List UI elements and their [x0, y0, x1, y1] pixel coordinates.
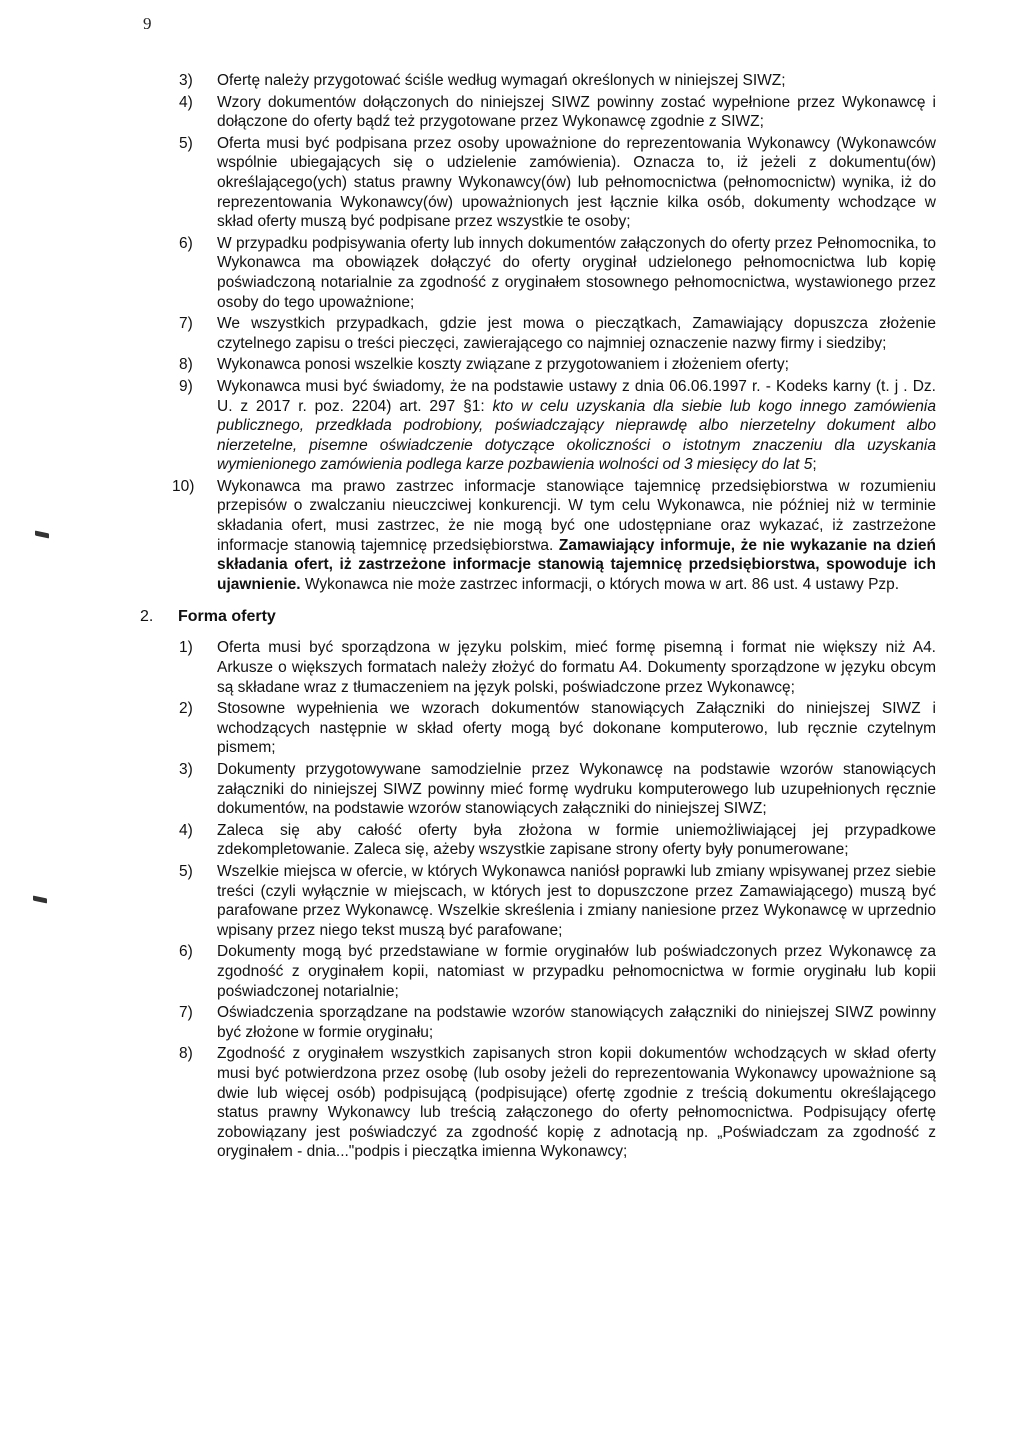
item-text: Oferta musi być podpisana przez osoby upoważnione do reprezentowania Wykonawcy (Wykonawców wspólnie ubiegających się o udzielenie zamówienia). Oznacza to, iż jeżeli z dokumentu(ów) określającego(ych) status prawny Wykonawcy(ów) lub pełnomocnictwa (pełnomocnictw) wynika, iż do reprezentowania Wykonawcy(ów) upoważnionych jest łącznie kilka osób, dokumenty wchodzące w skład oferty muszą być podpisane przez wszystkie te osoby;: [217, 134, 936, 231]
item-number: 8): [179, 356, 193, 374]
item-number: 1): [179, 639, 193, 657]
item-text: Wykonawca ponosi wszelkie koszty związane z przygotowaniem i złożeniem oferty;: [217, 356, 789, 374]
list-item: [0, 477, 1024, 595]
item-number: 3): [179, 72, 193, 89]
item-number: 2): [179, 700, 193, 718]
list-item: [0, 134, 1024, 232]
item-text: Zgodność z oryginałem wszystkich zapisanych stron kopii dokumentów wchodzących w skład oferty musi być potwierdzona przez osobę (lub osoby jeżeli do reprezentowania Wykonawcy upoważnione są dwie lub więcej osób) podpisującą (podpisujące) ofertę zgodnie z treścią dokumentu określającego status prawny Wykonawcy lub treścią załączonego do oferty pełnomocnictwa. Podpisujący ofertę zobowiązany jest poświadczyć za zgodność kopię z adnotacją np. „Poświadczam za zgodność z oryginałem - dnia..."podpis i pieczątka imienna Wykonawcy;: [217, 1045, 936, 1161]
list-item: [0, 71, 1024, 91]
item-text: Wykonawca ma prawo zastrzec informacje stanowiące tajemnicę przedsiębiorstwa w rozumieniu przepisów o zwalczaniu nieuczciwej konkurencji. W tym celu Wykonawca, nie później niż w terminie składania ofert, musi zastrzec, że nie mogą być one udostępniane oraz wykazać, iż zastrzeżone informacje stanowią tajemnicę przedsiębiorstwa.: [217, 477, 936, 554]
item-text: W przypadku podpisywania oferty lub innych dokumentów załączonych do oferty przez Pełnomocnika, to Wykonawca ma obowiązek dołączyć do oferty oryginał udzielonego pełnomocnictwa lub kopię poświadczoną notarialnie za zgodność z oryginałem stosownego pełnomocnictwa, wystawionego przez osoby do tego upoważnione;: [217, 234, 936, 311]
item-number: 6): [179, 943, 193, 961]
item-text: Dokumenty przygotowywane samodzielnie przez Wykonawcę na podstawie wzorów stanowiących załączniki do niniejszej SIWZ powinny mieć formę wydruku komputerowego lub uzupełnionych ręcznie dokumentów, na podstawie wzorów stanowiących załączniki do niniejszej SIWZ;: [217, 761, 936, 818]
item-number: 7): [179, 315, 193, 333]
item-number: 6): [179, 234, 193, 252]
item-text: ;: [812, 456, 817, 474]
page-number: 9: [143, 14, 152, 33]
requirements-list: [0, 71, 1024, 594]
list-item: [0, 699, 1024, 758]
item-text-italic: kto w celu uzyskania dla siebie lub kogo innego zamówienia publicznego, przedkłada podrobiony, poświadczający nieprawdę albo nierzetelny dokument albo nierzetelne, pisemne oświadczenie dotyczące okoliczności o istotnym znaczeniu dla uzyskania wymienionego zamówienia podlega karze pozbawienia wolności od 3 miesięcy do lat 5: [217, 397, 936, 474]
item-number: 4): [179, 93, 193, 111]
item-number: 8): [179, 1045, 193, 1063]
item-text: Wykonawca musi być świadomy, że na podstawie ustawy z dnia 06.06.1997 r. - Kodeks karny (t. j . Dz. U. z 2017 r. poz. 2204) art. 297 §1:: [217, 377, 936, 415]
list-item: [0, 314, 1024, 353]
item-number: 5): [179, 134, 193, 152]
item-text: Dokumenty mogą być przedstawiane w formie oryginałów lub poświadczonych przez Wykonawcę za zgodność z oryginałem kopii, natomiast w przypadku pełnomocnictwa w formie oryginału lub kopii poświadczonej notarialnie;: [217, 943, 936, 1000]
list-item: [0, 93, 1024, 132]
item-text: Wzory dokumentów dołączonych do niniejszej SIWZ powinny zostać wypełnione przez Wykonawcę i dołączone do oferty bądź też przygotowane przez Wykonawcę zgodnie z SIWZ;: [217, 93, 936, 131]
list-item: [0, 760, 1024, 819]
item-text: Stosowne wypełnienia we wzorach dokumentów stanowiących Załączniki do niniejszej SIWZ i wchodzących następnie w skład oferty mogą być dokonane komputerowo, lub ręcznie czytelnym pismem;: [217, 700, 936, 757]
item-text: Wszelkie miejsca w ofercie, w których Wykonawca naniósł poprawki lub zmiany wpisywanej przez siebie treści (czyli wyłącznie w miejscach, w których jest to dopuszczone przez Zamawiającego) muszą być parafowane przez Wykonawcę. Wszelkie skreślenia i zmiany naniesione przez Wykonawcę w uprzednio wpisany przez niego tekst muszą być parafowane;: [217, 862, 936, 939]
document-body: [0, 71, 1024, 1162]
item-text-bold: Zamawiający informuje, że nie wykazanie na dzień składania ofert, iż zastrzeżone informacje stanowią tajemnicę przedsiębiorstwa, spowoduje ich ujawnienie.: [217, 536, 936, 593]
item-text: Oferta musi być sporządzona w języku polskim, mieć formę pisemną i format nie większy niż A4. Arkusze o większych formatach należy złożyć do formatu A4. Dokumenty sporządzone w języku obcym są składane wraz z tłumaczeniem na język polski, poświadczone przez Wykonawcę;: [217, 639, 936, 696]
item-text: Oświadczenia sporządzane na podstawie wzorów stanowiących załączniki do niniejszej SIWZ powinny być złożone w formie oryginału;: [217, 1004, 936, 1041]
item-number: 9): [179, 377, 193, 395]
item-number: 7): [179, 1004, 193, 1022]
list-item: [0, 234, 1024, 312]
list-item: [0, 355, 1024, 375]
section-title: Forma oferty: [178, 608, 276, 626]
item-number: 4): [179, 821, 193, 839]
list-item: [0, 942, 1024, 1001]
section-number: 2.: [140, 608, 154, 626]
section-heading: [0, 606, 1024, 628]
item-number: 10): [172, 477, 195, 495]
item-text: Zaleca się aby całość oferty była złożona w formie uniemożliwiającej jej przypadkowe zdekompletowanie. Zaleca się, ażeby wszystkie zapisane strony oferty były ponumerowane;: [217, 821, 936, 859]
list-item: [0, 821, 1024, 860]
list-item: [0, 1044, 1024, 1162]
item-text: We wszystkich przypadkach, gdzie jest mowa o pieczątkach, Zamawiający dopuszcza złożenie czytelnego zapisu o treści pieczęci, zawierającego co najmniej oznaczenie nazwy firmy i siedziby;: [217, 315, 936, 352]
list-item: [0, 862, 1024, 940]
list-item: [0, 377, 1024, 475]
list-item: [0, 1003, 1024, 1042]
offer-form-list: [0, 638, 1024, 1161]
item-number: 3): [179, 761, 193, 778]
item-number: 5): [179, 862, 193, 880]
item-text: Wykonawca nie może zastrzec informacji, o których mowa w art. 86 ust. 4 ustawy Pzp.: [300, 575, 900, 593]
item-text: Ofertę należy przygotować ściśle według wymagań określonych w niniejszej SIWZ;: [217, 72, 786, 89]
list-item: [0, 638, 1024, 697]
